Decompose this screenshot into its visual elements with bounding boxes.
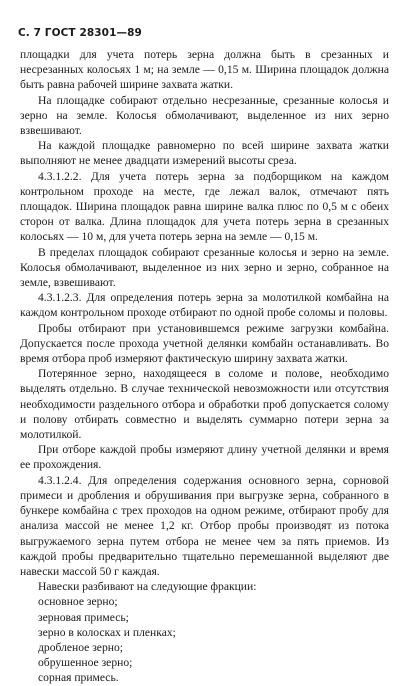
fraction-item: зерновая примесь; bbox=[38, 610, 129, 624]
paragraph: В пределах площадок собирают срезанные колосья и зерно на земле. Колосья обмолачивают, выделенное из них зерно и зерно, собранное на земле, взвешивают. bbox=[20, 245, 389, 290]
fraction-item: дробленое зерно; bbox=[38, 640, 123, 654]
fraction-item: основное зерно; bbox=[38, 595, 118, 609]
paragraph: 4.3.1.2.4. Для определения содержания основного зерна, сорновой примеси и дробления и обрушивания при выгрузке зерна, собранного в бункере комбайна с трех проходов на одном режиме, отбирают пробу для анализа массой не менее 1,2 кг. Отбор пробы производят из потока выгружаемого зерна путем отбора не менее чем за пять приемов. Из каждой пробы предварительно тщательно перемешанной выделяют две навески массой 50 г каждая. bbox=[20, 473, 389, 578]
paragraph: Пробы отбирают при установившемся режиме загрузки комбайна. Допускается после прохода учетной делянки комбайн останавливать. Во время отбора проб измеряют фактическую ширину захвата жатки. bbox=[20, 321, 389, 366]
paragraph: площадки для учета потерь зерна должна быть в срезанных и несрезанных колосьях 1 м; на земле — 0,15 м. Ширина площадок должна быть равна рабочей ширине захвата жатки. bbox=[20, 48, 389, 92]
page-header: С. 7 ГОСТ 28301—89 bbox=[18, 27, 142, 39]
paragraph: 4.3.1.2.2. Для учета потерь зерна за подборщиком на каждом контрольном проходе на месте, где лежал валок, отмечают пять площадок. Ширина площадок равна ширине валка плюс по 0,5 м с обеих сторон от валка. Длина площадок для учета потерь зерна в срезанных колосьях — 10 м, для учета потерь зерна на земле — 0,15 м. bbox=[20, 169, 389, 244]
fraction-item: зерно в колосках и пленках; bbox=[38, 625, 176, 639]
paragraph: При отборе каждой пробы измеряют длину учетной делянки и время ее прохождения. bbox=[20, 443, 389, 472]
paragraph: Навески разбивают на следующие фракции: bbox=[38, 580, 257, 594]
paragraph: 4.3.1.2.3. Для определения потерь зерна за молотилкой комбайна на каждом контрольном проходе отбирают по одной пробе соломы и половы. bbox=[20, 291, 389, 320]
document-body bbox=[20, 47, 389, 686]
paragraph: На каждой площадке равномерно по всей ширине захвата жатки выполняют не менее двадцати измерений высоты среза. bbox=[20, 139, 389, 168]
paragraph: Потерянное зерно, находящееся в соломе и полове, необходимо выделять отдельно. В случае технической невозможности или отсутствия необходимости раздельного отбора и обработки проб допускается солому и полову отбирать совместно и выделять суммарно потери зерна за молотилкой. bbox=[20, 367, 389, 442]
fraction-list bbox=[20, 594, 389, 685]
fraction-item: сорная примесь. bbox=[38, 671, 119, 685]
fraction-item: обрушенное зерно; bbox=[38, 656, 133, 670]
paragraphs bbox=[20, 47, 389, 594]
paragraph: На площадке собирают отдельно несрезанные, срезанные колосья и зерно на земле. Колосья обмолачивают, выделенное из них зерно взвешивают. bbox=[20, 93, 389, 138]
